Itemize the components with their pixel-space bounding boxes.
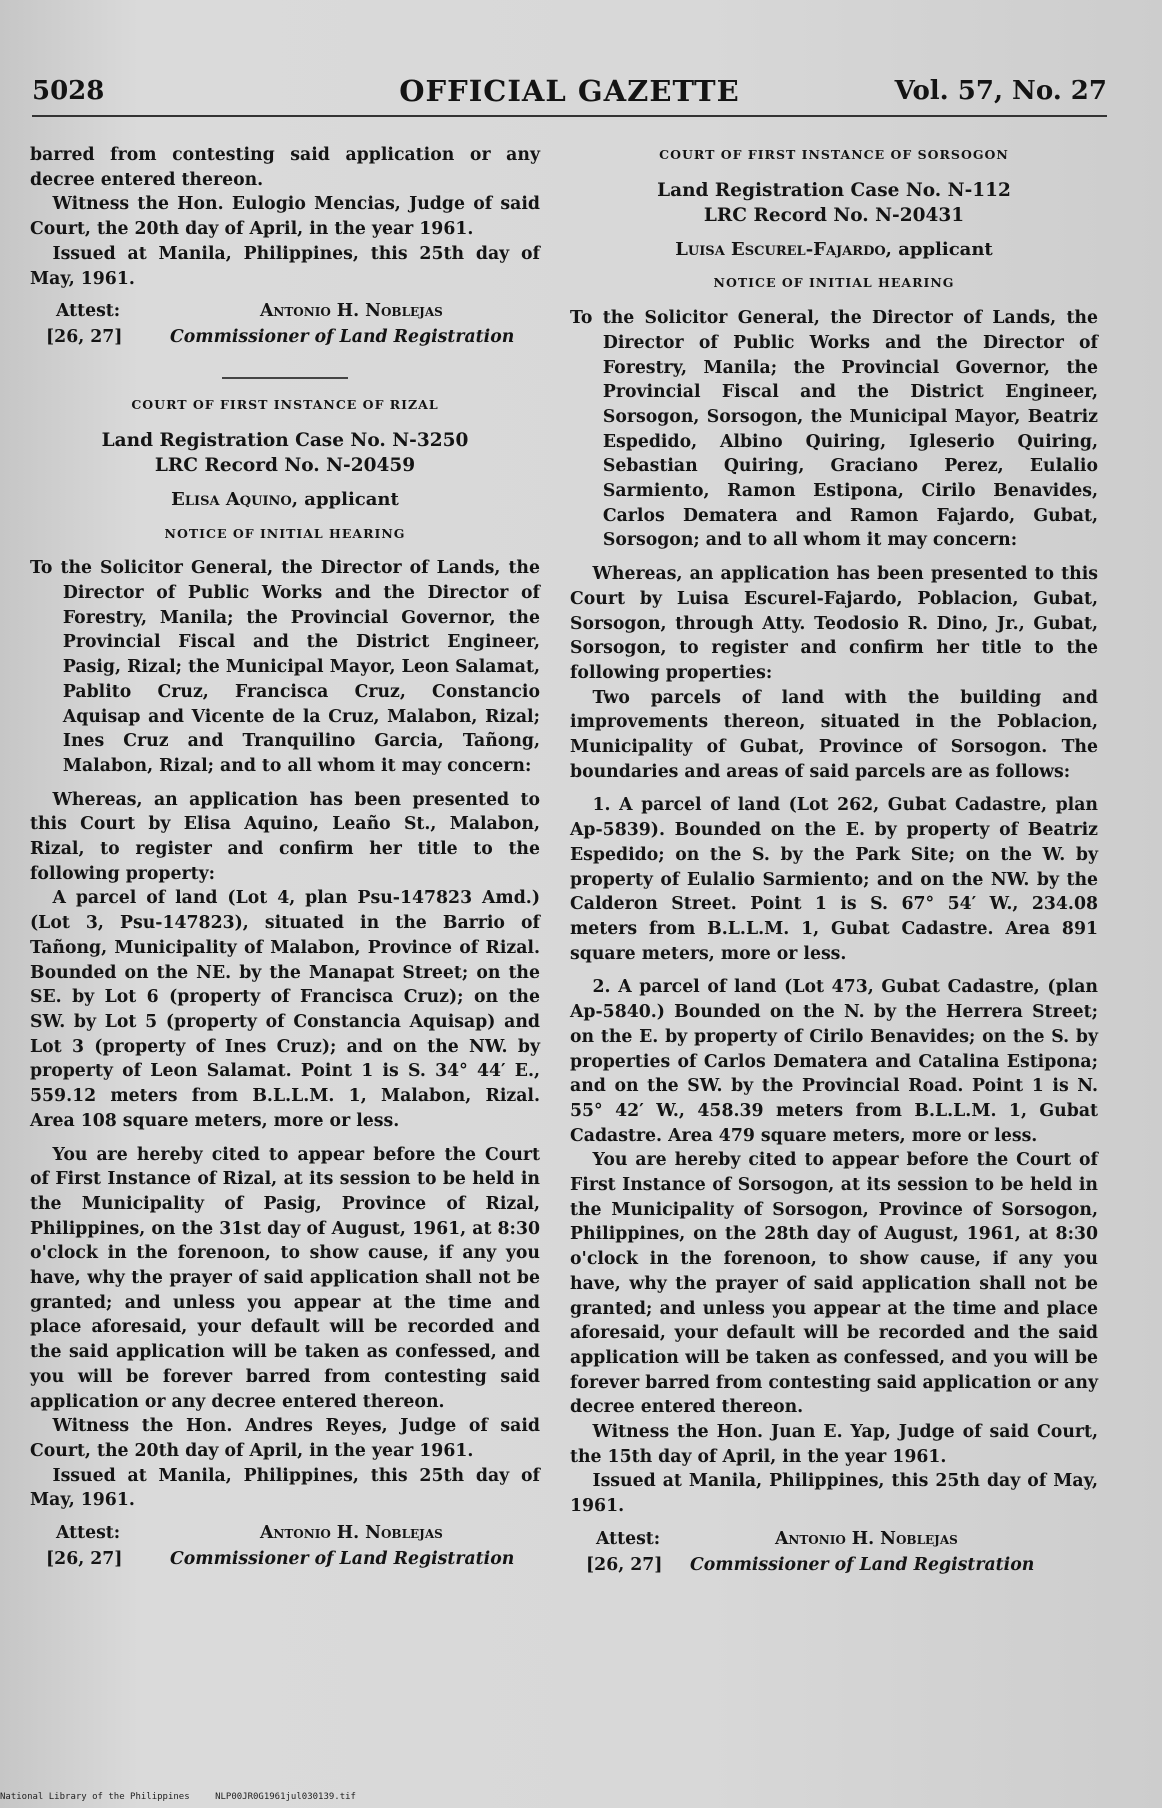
issued-paragraph: Issued at Manila, Philippines, this 25th day of May, 1961.	[570, 1471, 1098, 1517]
case-number: Land Registration Case No. N-112	[657, 179, 1011, 201]
addressees: To the Solicitor General, the Director of Lands, the Director of Public Works and the Director of Forestry, Manila; the Provincial Governor, the Provincial Fiscal and the District Engineer, Sorsogon, Sorsogon, the Municipal Mayor, Beatriz Espedido, Albino Quiring, Igleserio Quiring, Sebastian Quiring, Graciano Perez, Eulalio Sarmiento, Ramon Estipona, Cirilo Benavides, Carlos Dematera and Ramon Fajardo, Gubat, Sorsogon; and to all whom it may concern:	[570, 308, 1098, 551]
attest-block	[30, 299, 540, 355]
publication-title: OFFICIAL GAZETTE	[399, 74, 740, 108]
signatory-title: Commissioner of Land Registration	[690, 1554, 1035, 1575]
attest-block	[570, 1527, 1098, 1583]
case-number: Land Registration Case No. N-3250	[101, 429, 469, 451]
court-heading: COURT OF FIRST INSTANCE OF RIZAL	[131, 397, 439, 413]
addressees: To the Solicitor General, the Director of Lands, the Director of Public Works and the Director of Forestry, Manila; the Provincial Governor, the Provincial Fiscal and the District Engineer, Pasig, Rizal; the Municipal Mayor, Leon Salamat, Pablito Cruz, Francisca Cruz, Constancio Aquisap and Vicente de la Cruz, Malabon, Rizal; Ines Cruz and Tranquilino Garcia, Tañong, Malabon, Rizal; and to all whom it may concern:	[30, 558, 540, 776]
court-heading: COURT OF FIRST INSTANCE OF SORSOGON	[659, 147, 1009, 162]
left-column	[30, 143, 540, 1577]
applicant-line	[30, 488, 540, 513]
library-credit: National Library of the Philippines	[0, 1792, 190, 1802]
property-description: A parcel of land (Lot 4, plan Psu-147823 Amd.) (Lot 3, Psu-147823), situated in the Barrio of Tañong, Municipality of Malabon, Province of Rizal. Bounded on the NE. by the Manapat Street; on the SE. by Lot 6 (property of Francisca Cruz); on the SW. by Lot 5 (property of Constancia Aquisap) and Lot 3 (property of Ines Cruz); and on the NW. by property of Leon Salamat. Point 1 is S. 34° 44′ E., 559.12 meters from B.L.L.M. 1, Malabon, Rizal. Area 108 square meters, more or less.	[30, 888, 540, 1131]
applicant-suffix: , applicant	[885, 238, 993, 260]
issued-paragraph: Issued at Manila, Philippines, this 25th day of May, 1961.	[30, 1465, 540, 1511]
notice-heading: NOTICE OF INITIAL HEARING	[164, 525, 406, 541]
properties-intro: Two parcels of land with the building and improvements thereon, situated in the Poblacion, Municipality of Gubat, Province of Sorsogon. The boundaries and areas of said parcels are as follows:	[570, 687, 1098, 782]
page-number: 5028	[32, 76, 105, 106]
attest-label: Attest:	[56, 301, 121, 322]
carryover-issued: Issued at Manila, Philippines, this 25th day of May, 1961.	[30, 243, 540, 289]
parcel-2: 2. A parcel of land (Lot 473, Gubat Cadastre, (plan Ap-5840.) Bounded on the N. by the Herrera Street; on the E. by property of Cirilo Benavides; on the S. by properties of Carlos Dematera and Catalina Estipona; and on the SW. by the Provincial Road. Point 1 is N. 55° 42′ W., 458.39 meters from B.L.L.M. 1, Gubat Cadastre. Area 479 square meters, more or less.	[570, 977, 1098, 1146]
signatory-name: Antonio H. Noblejas	[260, 1523, 443, 1544]
witness-paragraph: Witness the Hon. Andres Reyes, Judge of said Court, the 20th day of April, in the year 1961.	[30, 1416, 540, 1461]
page-header	[32, 70, 1107, 110]
applicant-name: Luisa Escurel-Fajardo	[675, 238, 886, 260]
applicant-line	[570, 238, 1098, 263]
whereas-paragraph: Whereas, an application has been presented to this Court by Luisa Escurel-Fajardo, Poblacion, Gubat, Sorsogon, through Atty. Teodosio R. Dino, Jr., Gubat, Sorsogon, to register and confirm her title to the following properties:	[570, 564, 1098, 683]
witness-paragraph: Witness the Hon. Juan E. Yap, Judge of said Court, the 15th day of April, in the year 1961.	[570, 1422, 1098, 1467]
volume-number: Vol. 57, No. 27	[894, 76, 1107, 106]
right-column	[570, 143, 1098, 1583]
signatory-name: Antonio H. Noblejas	[775, 1528, 958, 1549]
signatory-name: Antonio H. Noblejas	[260, 301, 443, 322]
parcel-1: 1. A parcel of land (Lot 262, Gubat Cadastre, plan Ap-5839). Bounded on the E. by property of Beatriz Espedido; on the S. by the Park Site; on the W. by property of Eulalio Sarmiento; and on the NW. by the Calderon Street. Point 1 is S. 67° 54′ W., 234.08 meters from B.L.L.M. 1, Gubat Cadastre. Area 891 square meters, more or less.	[570, 795, 1098, 964]
notice-heading: NOTICE OF INITIAL HEARING	[713, 275, 955, 291]
attest-label: Attest:	[596, 1528, 661, 1549]
header-rule	[32, 115, 1107, 117]
citation-paragraph: You are hereby cited to appear before the Court of First Instance of Sorsogon, at its session to be held in the Municipality of Sorsogon, Province of Sorsogon, Philippines, on the 28th day of August, 1961, at 8:30 o'clock in the forenoon, to show cause, if any you have, why the prayer of said application shall not be granted; and unless you appear at the time and place aforesaid, your default will be recorded and the said application will be taken as confessed, and you will be forever barred from contesting said application or any decree entered thereon.	[570, 1150, 1098, 1418]
whereas-paragraph: Whereas, an application has been presented to this Court by Elisa Aquino, Leaño St., Malabon, Rizal, to register and confirm her title to the following property:	[30, 789, 540, 884]
attest-issues: [26, 27]	[586, 1554, 663, 1575]
attest-issues: [26, 27]	[46, 327, 123, 348]
record-number: LRC Record No. N-20459	[154, 454, 416, 476]
carryover-witness: Witness the Hon. Eulogio Mencias, Judge of said Court, the 20th day of April, in the year 1961.	[30, 194, 540, 240]
applicant-suffix: , applicant	[291, 488, 399, 510]
attest-issues: [26, 27]	[46, 1549, 123, 1570]
attest-label: Attest:	[56, 1523, 121, 1544]
record-number: LRC Record No. N-20431	[703, 204, 965, 226]
signatory-title: Commissioner of Land Registration	[170, 327, 515, 348]
scan-footer	[0, 1792, 376, 1802]
section-divider	[222, 377, 348, 379]
scan-filename: NLP00JR0G1961jul030139.tif	[215, 1792, 356, 1802]
citation-paragraph: You are hereby cited to appear before the Court of First Instance of Rizal, at its session to be held in the Municipality of Pasig, Province of Rizal, Philippines, on the 31st day of August, 1961, at 8:30 o'clock in the forenoon, to show cause, if any you have, why the prayer of said application shall not be granted; and unless you appear at the time and place aforesaid, your default will be recorded and the said application will be taken as confessed, and you will be forever barred from contesting said application or any decree entered thereon.	[30, 1144, 540, 1412]
carryover-text: barred from contesting said application or any decree entered thereon.	[30, 145, 540, 190]
signatory-title: Commissioner of Land Registration	[170, 1549, 515, 1570]
attest-block	[30, 1521, 540, 1577]
applicant-name: Elisa Aquino	[171, 488, 292, 510]
